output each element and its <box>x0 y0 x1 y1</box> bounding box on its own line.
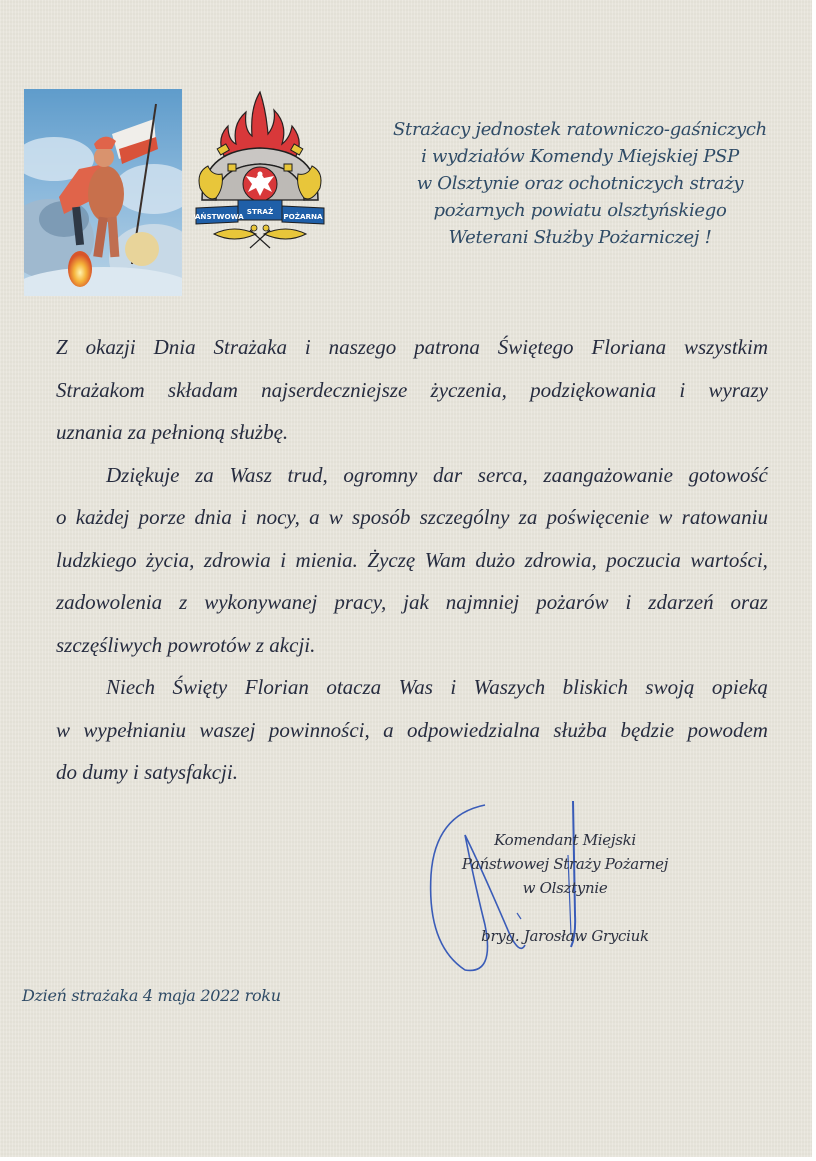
body-line: szczęśliwych powrotów z akcji. <box>56 632 316 657</box>
body-line: do dumy i satysfakcji. <box>56 760 238 784</box>
body-line: w wypełnianiu waszej powinności, a odpowiedzialna służba będzie powodem <box>56 717 768 742</box>
signature-title-line: Komendant Miejski <box>494 831 636 849</box>
letter-body <box>56 326 768 794</box>
body-line: Niech Święty Florian otacza Was i Waszych bliskich swoją opieką <box>106 675 768 699</box>
emblem-banner-right: POŻARNA <box>283 212 323 221</box>
body-line: zadowolenia z wykonywanej pracy, jak najmniej pożarów i zdarzeń oraz <box>56 590 768 614</box>
body-line: Strażakom składam najserdeczniejsze życzenia, podziękowania i wyrazy <box>56 377 768 402</box>
emblem-banner-left: PAŃSTWOWA <box>194 212 244 221</box>
psp-emblem <box>194 88 326 252</box>
signature-title-line: Państwowej Straży Pożarnej <box>461 855 669 873</box>
signature-block <box>430 828 700 948</box>
header-line: w Olsztynie oraz ochotniczych straży <box>416 173 744 194</box>
signatory-name: bryg. Jarosław Gryciuk <box>481 927 649 945</box>
body-line: ludzkiego życia, zdrowia i mienia. Życzę Wam dużo zdrowia, poczucia wartości, <box>56 547 768 572</box>
body-line: uznania za pełnioną służbę. <box>56 420 289 444</box>
fire-brigade-emblem-icon <box>194 88 326 252</box>
paragraph-1 <box>56 326 768 454</box>
header-line: Strażacy jednostek ratowniczo-gaśniczych <box>393 119 767 140</box>
letter-date: Dzień strażaka 4 maja 2022 roku <box>22 986 281 1005</box>
header-line: pożarnych powiatu olsztyńskiego <box>433 200 727 221</box>
painting-image-icon <box>24 89 182 296</box>
body-line: o każdej porze dnia i nocy, a w sposób szczególny za poświęcenie w ratowaniu <box>56 505 768 529</box>
header-line: Weterani Służby Pożarniczej ! <box>448 227 712 248</box>
body-line: Z okazji Dnia Strażaka i naszego patrona Świętego Floriana wszystkim <box>56 335 768 359</box>
header-line: i wydziałów Komendy Miejskiej PSP <box>421 146 739 167</box>
emblem-banner-center: STRAŻ <box>246 207 274 216</box>
saint-florian-painting <box>24 89 182 296</box>
paragraph-3 <box>56 666 768 794</box>
signature-title-line: w Olsztynie <box>522 879 608 897</box>
paragraph-2 <box>56 454 768 667</box>
body-line: Dziękuje za Wasz trud, ogromny dar serca, zaangażowanie gotowość <box>106 462 768 487</box>
addressee-header <box>355 116 805 251</box>
